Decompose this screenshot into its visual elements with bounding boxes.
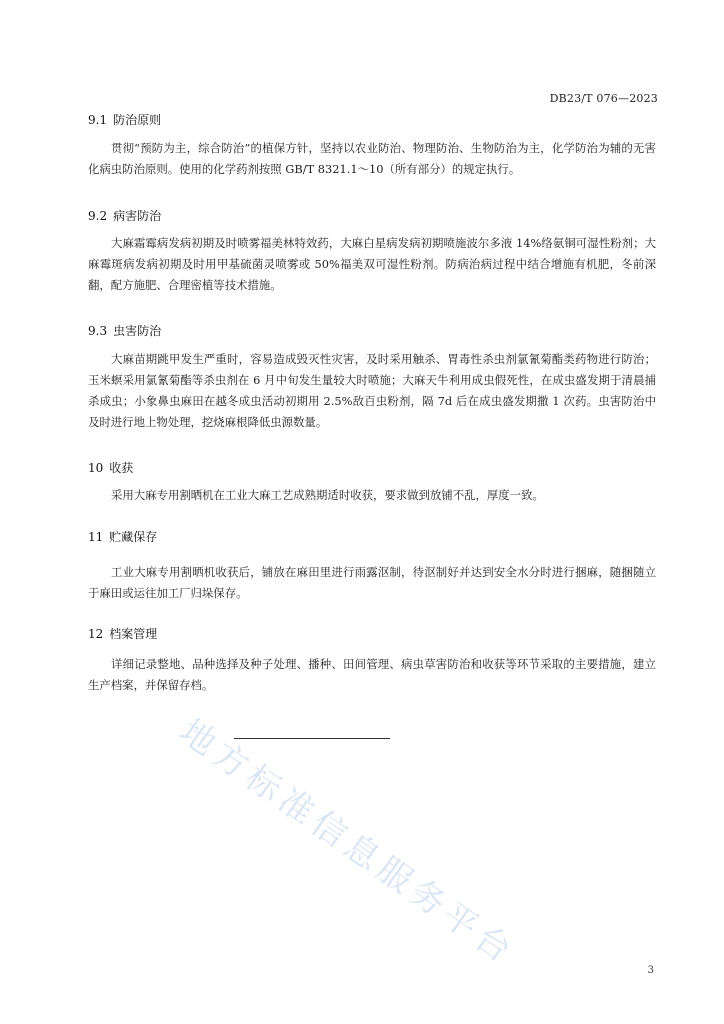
section-number: 12 (88, 627, 104, 641)
section-heading-10 (88, 459, 133, 476)
page-number: 3 (647, 965, 654, 976)
paragraph: 详细记录整地、品种选择及种子处理、播种、田间管理、病虫草害防治和收获等环节采取的主要措施，建立生产档案，并保留存档。 (88, 657, 656, 692)
section-heading-11 (88, 528, 157, 545)
section-title: 防治原则 (113, 113, 162, 127)
section-title: 收获 (109, 461, 134, 475)
section-heading-9-2 (88, 207, 161, 224)
section-number: 10 (88, 461, 104, 475)
section-heading-9-1 (88, 111, 161, 128)
section-heading-12 (88, 625, 157, 642)
section-title: 贮藏保存 (109, 530, 158, 544)
section-number: 9.3 (88, 324, 108, 338)
section-heading-9-3 (88, 322, 161, 339)
document-id: DB23/T 076—2023 (549, 92, 658, 105)
paragraph: 贯彻“预防为主，综合防治”的植保方针，坚持以农业防治、物理防治、生物防治为主，化学防治为辅的无害化病虫防治原则。使用的化学药剂按照 GB/T 8321.1～10（所有部分）的规定执行。 (88, 141, 656, 176)
paragraph: 大麻霜霉病发病初期及时喷雾福美林特效药，大麻白星病发病初期喷施波尔多液 14%络氨铜可湿性粉剂；大麻霉斑病发病初期及时用甲基硫菌灵喷雾或 50%福美双可湿性粉剂。防病治病过程中结合增施有机肥，冬前深翻，配方施肥、合理密植等技术措施。 (88, 236, 656, 292)
section-title: 档案管理 (109, 627, 158, 641)
section-number: 11 (88, 530, 104, 544)
paragraph: 工业大麻专用割晒机收获后，铺放在麻田里进行雨露沤制，待沤制好并达到安全水分时进行捆麻，随捆随立于麻田或运往加工厂归垛保存。 (88, 565, 656, 600)
section-title: 病害防治 (113, 209, 162, 223)
end-rule (234, 738, 390, 739)
watermark: 地方标准信息服务平台 (172, 711, 524, 974)
section-title: 虫害防治 (113, 324, 162, 338)
paragraph: 采用大麻专用割晒机在工业大麻工艺成熟期适时收获，要求做到放铺不乱，厚度一致。 (111, 488, 544, 502)
paragraph: 大麻苗期跳甲发生严重时，容易造成毁灭性灾害，及时采用触杀、胃毒性杀虫剂氯氰菊酯类药物进行防治；玉米螟采用氯氰菊酯等杀虫剂在 6 月中旬发生量较大时喷施；大麻天牛利用成虫假死性，在成虫盛发期于清晨捕杀成虫；小象鼻虫麻田在越冬成虫活动初期用 2.5%敌百虫粉剂，隔 7d 后在成虫盛发期撒 1 次药。虫害防治中及时进行地上物处理，挖烧麻根降低虫源数量。 (88, 352, 656, 429)
section-number: 9.2 (88, 209, 108, 223)
section-number: 9.1 (88, 113, 108, 127)
